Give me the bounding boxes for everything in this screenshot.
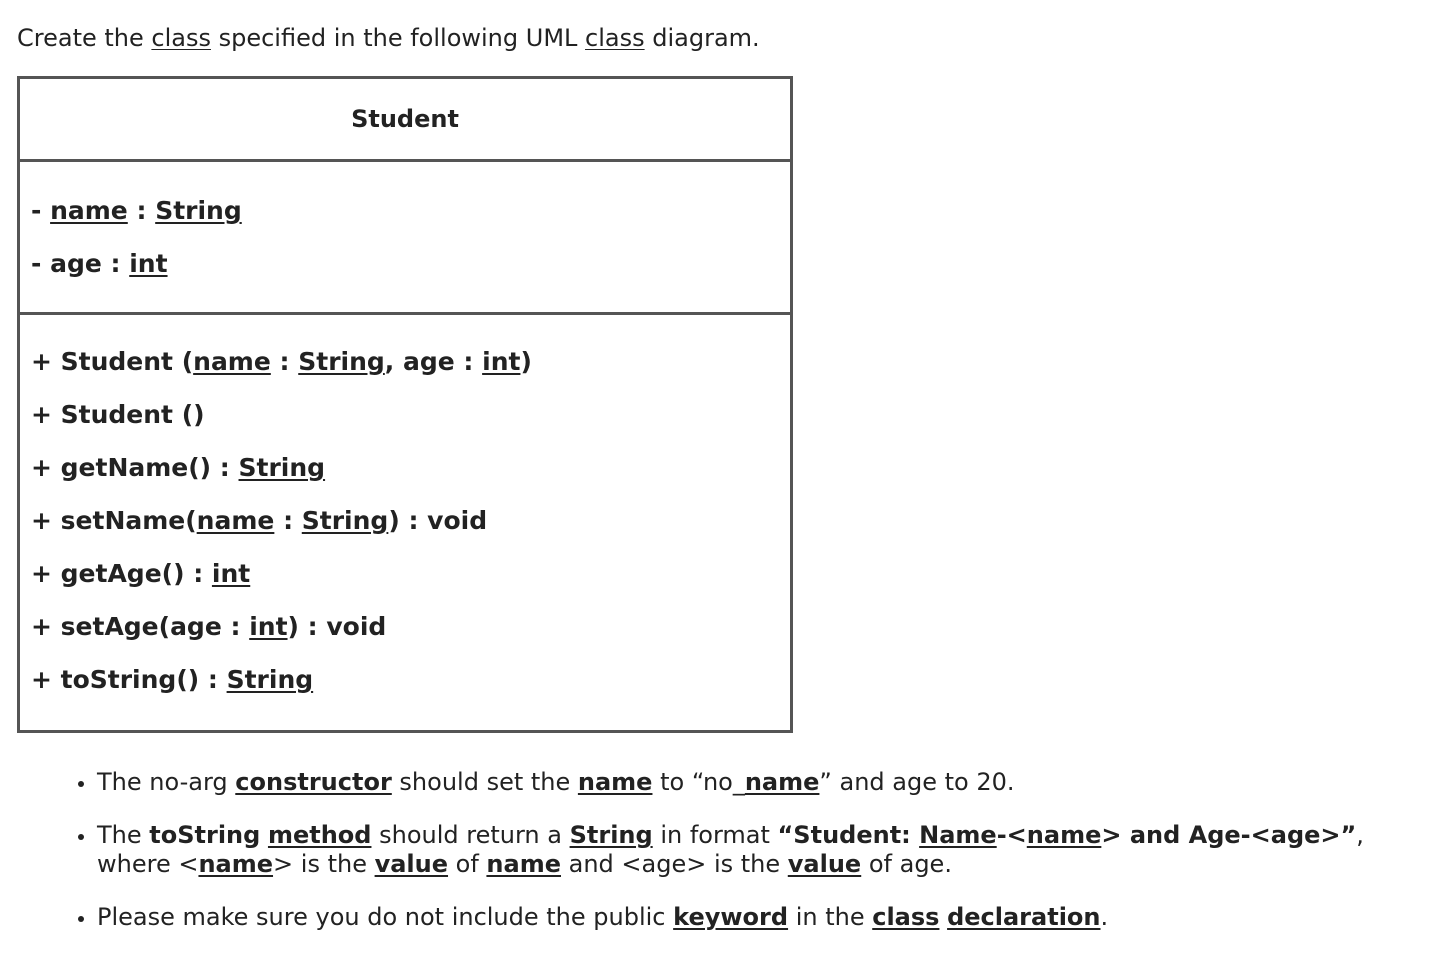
requirements-list	[62, 768, 1430, 956]
method-get-name: + getName() : String	[31, 453, 326, 482]
string-link[interactable]: String	[301, 506, 389, 535]
value-link[interactable]: value	[374, 850, 449, 878]
int-link[interactable]: int	[211, 559, 251, 588]
uml-class-name	[20, 79, 790, 162]
int-link[interactable]: int	[129, 249, 168, 278]
declaration-link[interactable]: declaration	[947, 903, 1101, 931]
method-constructor-args: + Student (name : String, age : int)	[31, 347, 532, 376]
attribute-age: - age : int	[31, 249, 168, 278]
uml-attributes	[20, 162, 790, 315]
constructor-link[interactable]: constructor	[235, 768, 392, 796]
string-link[interactable]: String	[226, 665, 314, 694]
name-link[interactable]: name	[577, 768, 653, 796]
class-name-label: Student	[351, 105, 459, 133]
string-link[interactable]: String	[155, 196, 242, 225]
class-link[interactable]: class	[872, 903, 940, 931]
string-link[interactable]: String	[298, 347, 385, 376]
name-link[interactable]: name	[198, 850, 274, 878]
string-link[interactable]: String	[569, 821, 653, 849]
requirement-no-public-keyword: • Please make sure you do not include the public keyword in the class declaration.	[97, 903, 1430, 932]
attribute-name: - name : String	[31, 196, 242, 225]
name-link[interactable]: name	[193, 347, 271, 376]
uml-class-diagram	[17, 76, 793, 733]
keyword-link[interactable]: keyword	[673, 903, 789, 931]
tostring-format: “Student: Name-<name> and Age-<age>”	[777, 821, 1357, 849]
intro-text-2: specified in the following UML	[210, 24, 586, 52]
name-link[interactable]: Name	[919, 821, 997, 849]
requirement-tostring: • The toString method should return a String in format “Student: Name-<name> and Age-<age>”, where <name> is the value of name and <age> is the value of age.	[97, 821, 1430, 879]
int-link[interactable]: int	[249, 612, 288, 641]
method-to-string: + toString() : String	[31, 665, 314, 694]
class-link-2[interactable]: class	[585, 24, 645, 52]
value-link[interactable]: value	[787, 850, 862, 878]
requirement-noarg-constructor: • The no-arg constructor should set the name to “no_name” and age to 20.	[97, 768, 1430, 797]
class-link-1[interactable]: class	[151, 24, 211, 52]
intro-text-1: Create the	[17, 24, 152, 52]
name-link[interactable]: name	[50, 196, 128, 225]
uml-methods	[20, 315, 790, 730]
intro-text-3: diagram.	[644, 24, 760, 52]
method-link[interactable]: method	[267, 821, 372, 849]
int-link[interactable]: int	[482, 347, 521, 376]
name-link[interactable]: name	[196, 506, 275, 535]
name-link[interactable]: name	[1026, 821, 1102, 849]
method-constructor-noarg: + Student ()	[31, 400, 205, 429]
name-link[interactable]: name	[486, 850, 561, 878]
string-link[interactable]: String	[238, 453, 326, 482]
instruction-text	[17, 22, 760, 54]
method-set-age: + setAge(age : int) : void	[31, 612, 387, 641]
tostring-keyword: toString	[149, 821, 261, 849]
name-link[interactable]: name	[744, 768, 820, 796]
method-get-age: + getAge() : int	[31, 559, 251, 588]
method-set-name: + setName(name : String) : void	[31, 506, 488, 535]
